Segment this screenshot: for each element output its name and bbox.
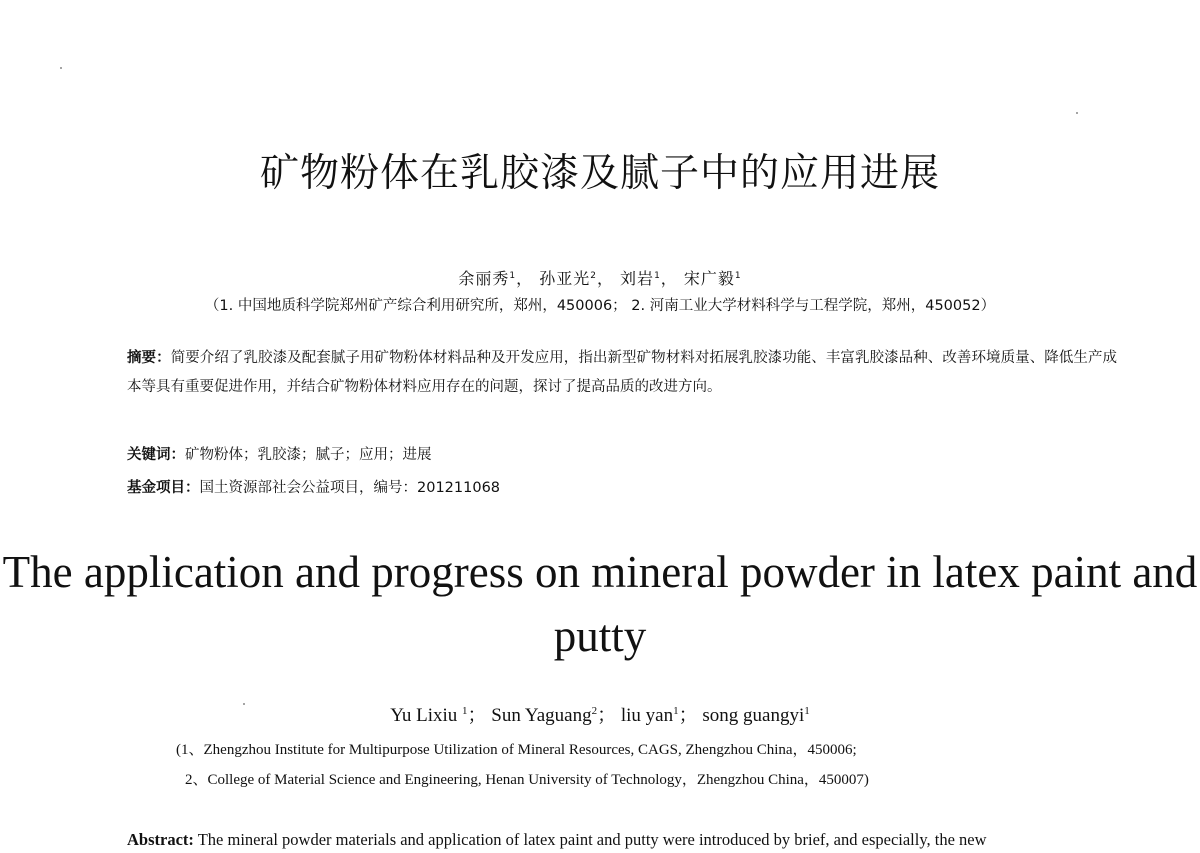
english-abstract (127, 830, 1127, 850)
chinese-abstract (127, 344, 1117, 402)
fund-project-label: 基金项目： (127, 480, 200, 496)
author-affil-mark: 2 (590, 271, 597, 281)
author-affil-mark: 1 (654, 271, 661, 281)
author-separator: ， (660, 269, 678, 288)
english-affiliation-2: 2、College of Material Science and Engineering, Henan University of Technology，Zhengzhou China，450007) (185, 772, 869, 788)
chinese-abstract-label: 摘要： (127, 350, 171, 366)
author-name: 孙亚光 (539, 269, 591, 288)
fund-project-text: 国土资源部社会公益项目，编号：201211068 (199, 480, 501, 496)
author-name: Yu Lixiu (390, 705, 463, 726)
author-affil-mark: 1 (734, 271, 742, 281)
english-affiliation-1: (1、Zhengzhou Institute for Multipurpose Utilization of Mineral Resources, CAGS, Zhengzhou China，450006; (176, 742, 857, 758)
author-name: song guangyi (702, 705, 805, 726)
chinese-title: 矿物粉体在乳胶漆及腻子中的应用进展 (259, 151, 940, 196)
author-name: 余丽秀 (458, 269, 510, 288)
author-separator: ， (516, 269, 534, 288)
english-abstract-text: The mineral powder materials and application of latex paint and putty were introduced by brief, and especially, the new (193, 830, 987, 849)
author-affil-mark: 2 (591, 705, 598, 717)
author-separator: ； (678, 705, 703, 726)
author-name: liu yan (620, 705, 674, 726)
author-separator: ， (596, 269, 614, 288)
author-affil-mark: 1 (509, 271, 517, 281)
chinese-authors (0, 266, 1200, 289)
english-title: The application and progress on mineral powder in latex paint and putty (2, 547, 1198, 661)
fund-project (127, 478, 1117, 498)
scan-speck (1076, 112, 1078, 114)
author-affil-mark: 1 (462, 705, 468, 717)
author-name: Sun Yaguang (491, 705, 592, 726)
chinese-abstract-text: 简要介绍了乳胶漆及配套腻子用矿物粉体材料品种及开发应用，指出新型矿物材料对拓展乳胶漆功能、丰富乳胶漆品种、改善环境质量、降低生产成本等具有重要促进作用，并结合矿物粉体材料应用存在的问题，探讨了提高品质的改进方向。 (127, 350, 1118, 395)
english-abstract-label: Abstract: (127, 830, 194, 849)
author-affil-mark: 1 (673, 705, 679, 717)
author-separator: ； (467, 705, 492, 726)
chinese-keywords-label: 关键词： (127, 447, 185, 463)
author-separator: ； (597, 705, 621, 726)
chinese-keywords (127, 445, 1117, 465)
author-affil-mark: 1 (804, 705, 810, 717)
author-name: 刘岩 (620, 269, 655, 288)
chinese-keywords-text: 矿物粉体；乳胶漆；腻子；应用；进展 (185, 447, 432, 463)
chinese-affiliation: （1. 中国地质科学院郑州矿产综合利用研究所，郑州，450006； 2. 河南工业大学材料科学与工程学院，郑州，450052） (204, 298, 996, 314)
author-name: 宋广毅 (683, 269, 735, 288)
english-authors (0, 700, 1200, 727)
scan-speck (60, 67, 62, 69)
